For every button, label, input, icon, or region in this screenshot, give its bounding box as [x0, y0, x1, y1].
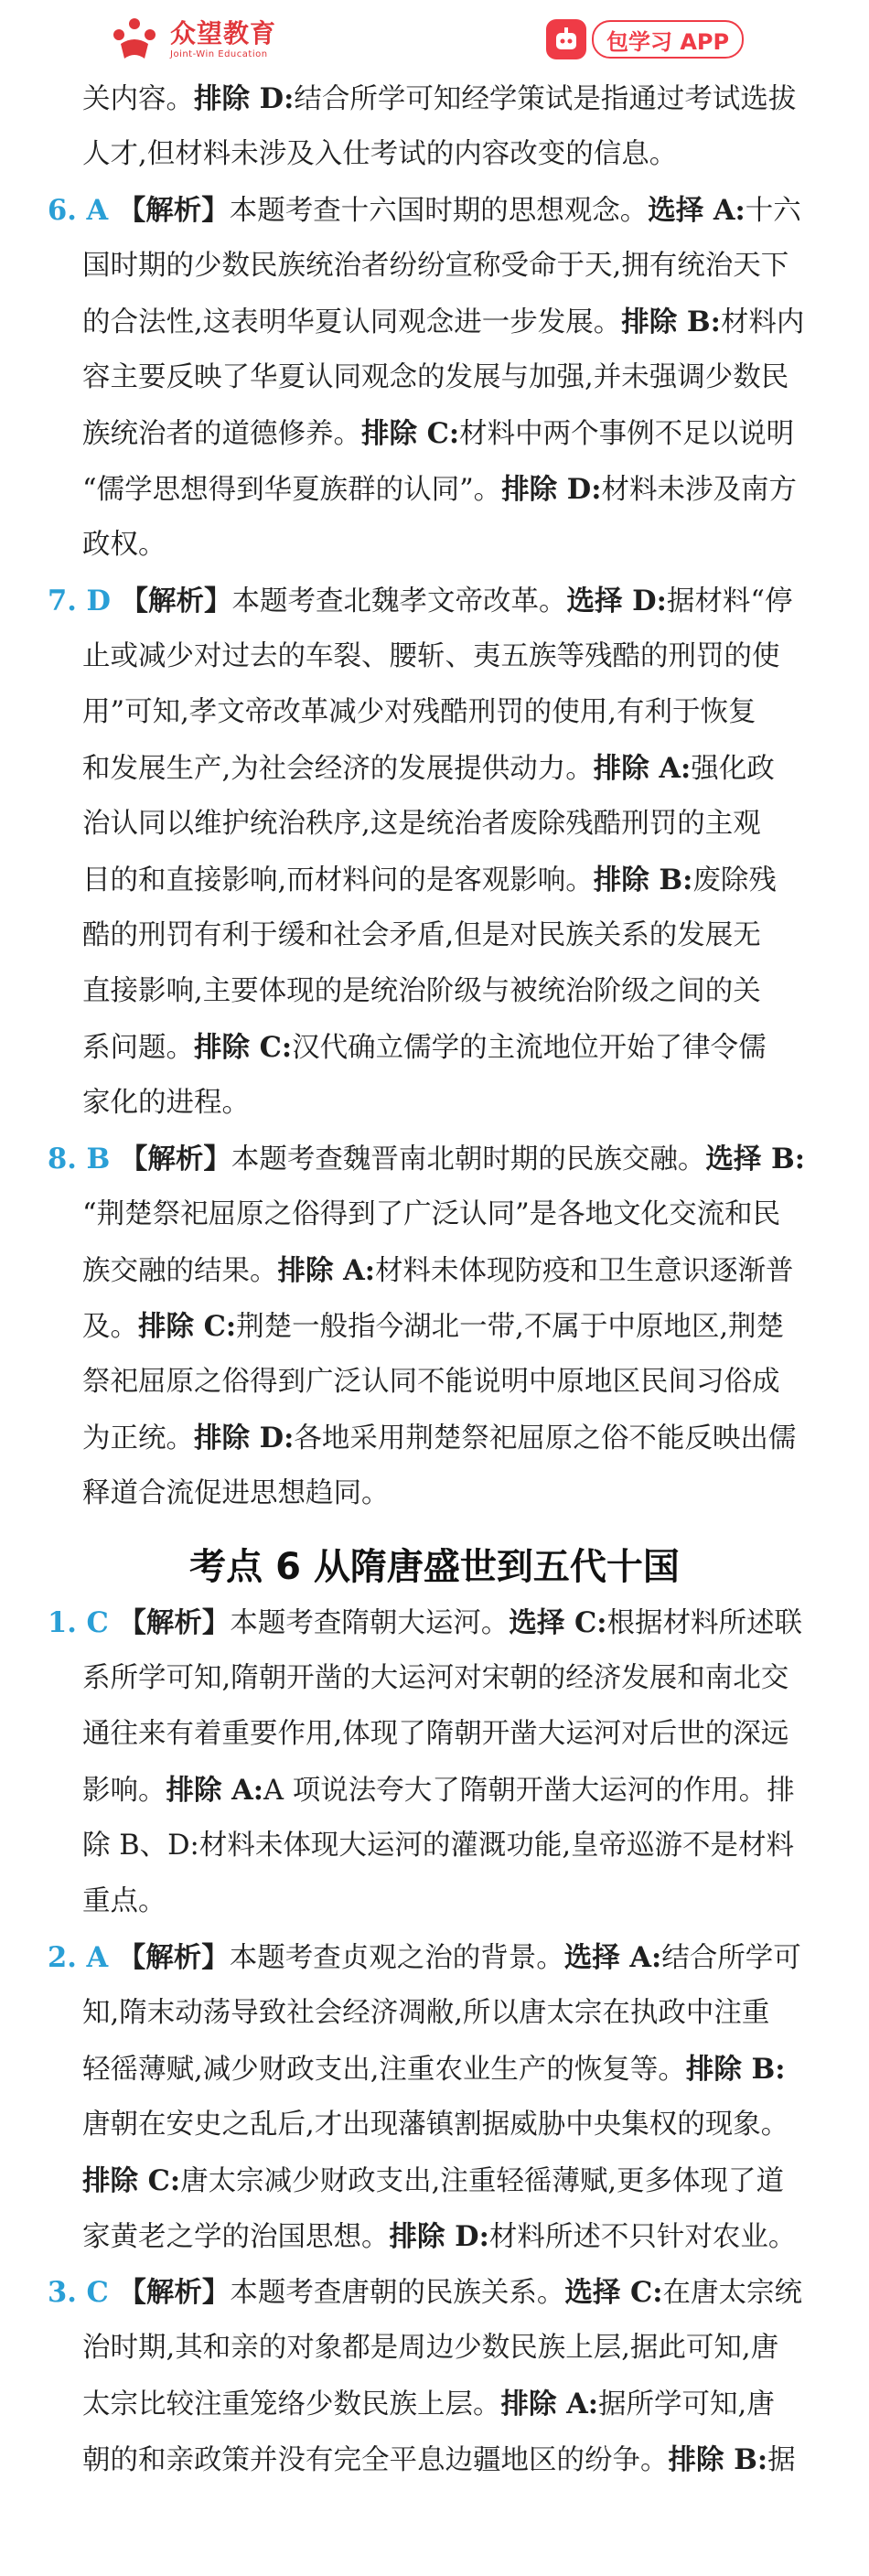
text-line: 3. C 【解析】本题考查唐朝的民族关系。选择 C:在唐太宗统: [48, 2276, 803, 2309]
text-line: 治时期,其和亲的对象都是周边少数民族上层,据此可知,唐: [82, 2332, 779, 2364]
text-line: 目的和直接影响,而材料问的是客观影响。排除 B:废除残: [82, 864, 777, 896]
page-header: [0, 0, 869, 79]
keyword: 排除 C:: [138, 1310, 237, 1343]
keyword: 排除 A:: [593, 752, 692, 785]
keyword: 排除 B:: [668, 2443, 768, 2476]
app-label: 包学习 APP: [592, 20, 744, 59]
keyword: 选择 D:: [566, 585, 667, 617]
section-title: 考点 6 从隋唐盛世到五代十国: [189, 1546, 680, 1588]
text-line: 族统治者的道德修养。排除 C:材料中两个事例不足以说明: [82, 417, 795, 450]
keyword: 选择 A:: [648, 194, 746, 227]
text-line: 太宗比较注重笼络少数民族上层。排除 A:据所学可知,唐: [82, 2388, 775, 2420]
text-line: 治认同以维护统治秩序,这是统治者废除残酷刑罚的主观: [82, 808, 761, 840]
text-line: 1. C 【解析】本题考查隋朝大运河。选择 C:根据材料所述联: [48, 1606, 803, 1639]
keyword: 选择 A:: [563, 1941, 662, 1974]
brand-english-name: Joint-Win Education: [170, 49, 268, 59]
keyword: 【解析】: [119, 1143, 231, 1175]
text-line: 轻徭薄赋,减少财政支出,注重农业生产的恢复等。排除 B:: [82, 2053, 786, 2086]
keyword: 排除 B:: [685, 2053, 786, 2086]
keyword: 排除 D:: [389, 2220, 489, 2253]
text-line: 家黄老之学的治国思想。排除 D:材料所述不只针对农业。: [82, 2220, 797, 2253]
keyword: 排除 B:: [593, 864, 693, 896]
text-line: 通往来有着重要作用,体现了隋朝开凿大运河对后世的深远: [82, 1718, 789, 1750]
question-number: 8. B: [48, 1143, 120, 1175]
text-line: 排除 C:唐太宗减少财政支出,注重轻徭薄赋,更多体现了道: [82, 2164, 785, 2197]
text-line: 直接影响,主要体现的是统治阶级与被统治阶级之间的关: [82, 975, 761, 1007]
text-line: 知,隋末动荡导致社会经济凋敝,所以唐太宗在执政中注重: [82, 1997, 770, 2029]
text-line: 容主要反映了华夏认同观念的发展与加强,并未强调少数民: [82, 361, 789, 393]
text-line: 酷的刑罚有利于缓和社会矛盾,但是对民族关系的发展无: [82, 919, 761, 951]
text-line: 2. A 【解析】本题考查贞观之治的背景。选择 A:结合所学可: [48, 1941, 801, 1974]
keyword: 选择 B:: [705, 1143, 806, 1175]
keyword: 排除 D:: [501, 473, 602, 506]
brand-logo: [108, 13, 276, 68]
question-number: 7. D: [48, 585, 121, 617]
keyword: 排除 A:: [166, 1774, 264, 1807]
question-number: 3. C: [48, 2276, 119, 2309]
text-line: “儒学思想得到华夏族群的认同”。排除 D:材料未涉及南方: [82, 473, 798, 506]
text-line: 人才,但材料未涉及入仕考试的内容改变的信息。: [82, 138, 678, 170]
keyword: 排除 D:: [194, 82, 295, 115]
text-line: 国时期的少数民族统治者纷纷宣称受命于天,拥有统治天下: [82, 250, 789, 282]
keyword: 【解析】: [117, 1941, 230, 1974]
text-line: 影响。排除 A:A 项说法夸大了隋朝开凿大运河的作用。排: [82, 1774, 795, 1807]
keyword: 【解析】: [117, 194, 230, 227]
text-line: 家化的进程。: [82, 1087, 250, 1119]
text-line: 朝的和亲政策并没有完全平息边疆地区的纷争。排除 B:据: [82, 2443, 796, 2476]
keyword: 【解析】: [120, 585, 232, 617]
keyword: 排除 C:: [82, 2164, 181, 2197]
text-line: 7. D 【解析】本题考查北魏孝文帝改革。选择 D:据材料“停: [48, 585, 793, 617]
keyword: 排除 A:: [500, 2388, 599, 2420]
text-line: 8. B 【解析】本题考查魏晋南北朝时期的民族交融。选择 B:: [48, 1143, 806, 1175]
robot-icon: [546, 19, 586, 59]
keyword: 排除 D:: [194, 1422, 295, 1454]
question-number: 2. A: [48, 1941, 118, 1974]
text-line: 除 B、D:材料未体现大运河的灌溉功能,皇帝巡游不是材料: [82, 1830, 795, 1862]
keyword: 【解析】: [118, 2276, 231, 2309]
text-line: 用”可知,孝文帝改革减少对残酷刑罚的使用,有利于恢复: [82, 696, 756, 728]
brand-name: 众望教育: [170, 18, 277, 48]
question-number: 1. C: [48, 1606, 119, 1639]
text-line: 为正统。排除 D:各地采用荆楚祭祀屈原之俗不能反映出儒: [82, 1422, 797, 1454]
keyword: 排除 C:: [361, 417, 460, 450]
text-line: 系所学可知,隋朝开凿的大运河对宋朝的经济发展和南北交: [82, 1662, 789, 1694]
keyword: 选择 C:: [564, 2276, 663, 2309]
text-line: 释道合流促进思想趋同。: [82, 1477, 390, 1509]
text-line: 止或减少对过去的车裂、腰斩、夷五族等残酷的刑罚的使: [82, 640, 780, 672]
text-line: “荆楚祭祀屈原之俗得到了广泛认同”是各地文化交流和民: [82, 1198, 781, 1230]
text-line: 祭祀屈原之俗得到广泛认同不能说明中原地区民间习俗成: [82, 1366, 780, 1398]
text-line: 系问题。排除 C:汉代确立儒学的主流地位开始了律令儒: [82, 1031, 767, 1064]
text-line: 和发展生产,为社会经济的发展提供动力。排除 A:强化政: [82, 752, 775, 785]
brand-emblem-icon: [108, 16, 161, 64]
text-line: 政权。: [82, 529, 166, 561]
keyword: 排除 B:: [621, 306, 721, 338]
text-line: 唐朝在安史之乱后,才出现藩镇割据威胁中央集权的现象。: [82, 2109, 789, 2141]
text-line: 及。排除 C:荆楚一般指今湖北一带,不属于中原地区,荆楚: [82, 1310, 785, 1343]
question-number: 6. A: [48, 194, 118, 227]
app-badge[interactable]: [546, 16, 758, 62]
keyword: 【解析】: [118, 1606, 231, 1639]
text-line: 的合法性,这表明华夏认同观念进一步发展。排除 B:材料内: [82, 306, 805, 338]
text-line: 重点。: [82, 1885, 166, 1917]
keyword: 选择 C:: [509, 1606, 607, 1639]
text-line: 关内容。排除 D:结合所学可知经学策试是指通过考试选拔: [82, 82, 797, 115]
keyword: 排除 C:: [194, 1031, 293, 1064]
text-line: 6. A 【解析】本题考查十六国时期的思想观念。选择 A:十六: [48, 194, 801, 227]
keyword: 排除 A:: [277, 1254, 376, 1287]
text-line: 族交融的结果。排除 A:材料未体现防疫和卫生意识逐渐普: [82, 1254, 794, 1287]
